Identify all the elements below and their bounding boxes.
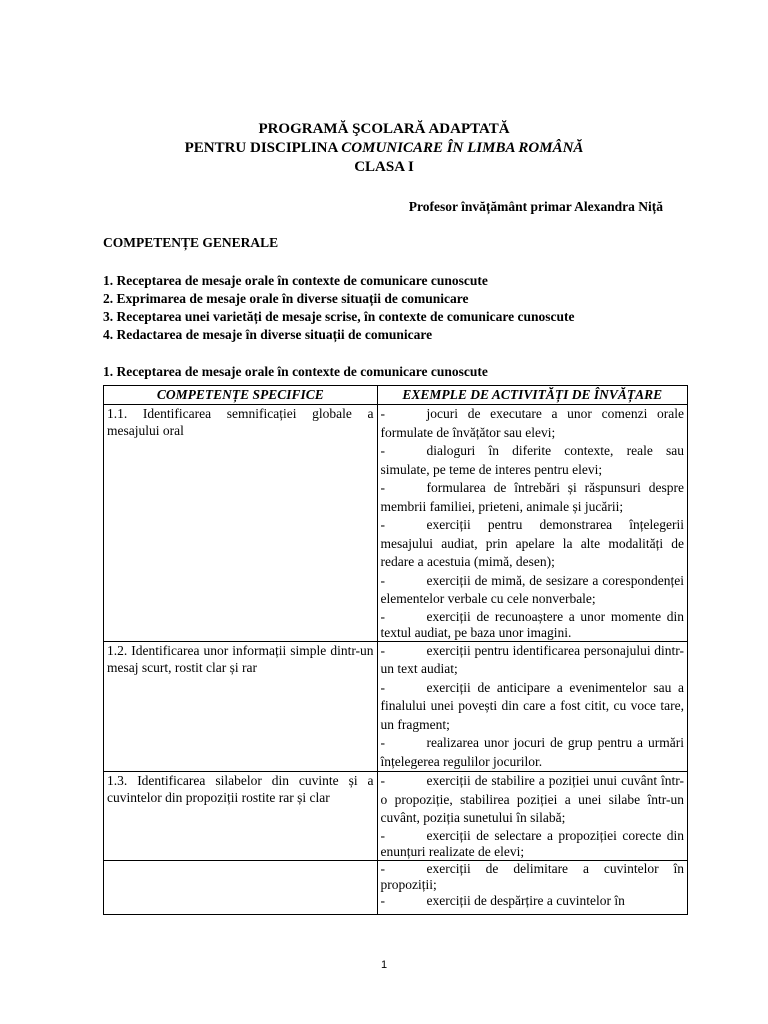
activity-text: formularea de întrebări și răspunsuri despre membrii familiei, prieteni, animale și jucării; xyxy=(380,480,684,514)
activity-text: exerciții pentru identificarea personajului dintr-un text audiat; xyxy=(380,642,684,676)
activity-item xyxy=(381,642,684,679)
activities-cell xyxy=(377,772,687,861)
competences-table xyxy=(103,385,688,915)
activities-cell xyxy=(377,641,687,772)
general-competences-list xyxy=(103,272,575,344)
activity-text: exerciții de recunoaștere a unor momente din textul audiat, pe baza unor imagini. xyxy=(380,608,684,640)
activity-text: exerciții pentru demonstrarea înțelegerii mesajului audiat, prin apelare la alte modalități de redare a acestuia (mimă, desen); xyxy=(380,517,684,569)
table-row xyxy=(104,641,688,772)
activity-item xyxy=(381,861,684,893)
page-number: 1 xyxy=(380,959,388,971)
activity-text: exerciții de selectare a propoziției corecte din enunțuri realizate de elevi; xyxy=(380,827,684,859)
activity-item xyxy=(381,516,684,572)
learning-activities-header: EXEMPLE DE ACTIVITĂȚI DE ÎNVĂȚARE xyxy=(377,386,687,405)
author-line: Profesor învățământ primar Alexandra Niță xyxy=(408,199,663,214)
title-line-1: PROGRAMĂ ŞCOLARĂ ADAPTATĂ xyxy=(258,121,510,137)
activity-text: exerciții de mimă, de sesizare a corespondenței elementelor verbale cu cele nonverbale; xyxy=(380,572,684,606)
title-line-2 xyxy=(0,139,768,158)
dash-marker: - xyxy=(380,892,386,908)
table-row xyxy=(104,772,688,861)
dash-marker: - xyxy=(380,860,386,876)
activity-item xyxy=(381,828,684,860)
activity-text: realizarea unor jocuri de grup pentru a urmări înțelegerea regulilor jocurilor. xyxy=(380,735,684,769)
dash-marker: - xyxy=(380,572,386,588)
dash-marker: - xyxy=(380,773,386,788)
specific-competence-cell: 1.2. Identificarea unor informații simple dintr-un mesaj scurt, rostit clar și rar xyxy=(104,641,378,772)
specific-competence-cell: 1.1. Identificarea semnificației globale a mesajului oral xyxy=(104,405,378,642)
dash-marker: - xyxy=(380,443,386,458)
dash-marker: - xyxy=(380,406,386,421)
activity-item xyxy=(381,609,684,641)
activity-text: exerciții de anticipare a evenimentelor sau a finalului unei povești din care a fost citit, cu voce tare, un fragment; xyxy=(380,679,684,732)
title-line-2-subject: COMUNICARE ÎN LIMBA ROMÂNĂ xyxy=(341,140,584,156)
section-heading: 1. Receptarea de mesaje orale în contexte de comunicare cunoscute xyxy=(103,364,488,379)
dash-marker: - xyxy=(380,480,386,495)
dash-marker: - xyxy=(380,679,386,695)
table-row xyxy=(104,405,688,642)
table-row xyxy=(104,860,688,914)
activity-item xyxy=(381,442,684,479)
activity-item xyxy=(381,479,684,516)
activity-item xyxy=(381,893,684,914)
general-competence-item: 3. Receptarea unei varietăți de mesaje scrise, în contexte de comunicare cunoscute xyxy=(103,309,575,324)
activity-item xyxy=(381,572,684,609)
dash-marker: - xyxy=(380,642,386,658)
activity-text: exerciții de stabilire a poziției unui cuvânt într-o propoziție, stabilirea poziției a unei silabe într-un cuvânt, poziția sunetului în silabă; xyxy=(380,773,684,825)
table-header-row xyxy=(104,386,688,405)
specific-competence-cell xyxy=(104,860,378,914)
activity-text: dialoguri în diferite contexte, reale sau simulate, pe teme de interes pentru elevi; xyxy=(380,443,684,477)
general-competence-item: 4. Redactarea de mesaje în diverse situații de comunicare xyxy=(103,327,433,342)
activity-text: jocuri de executare a unor comenzi orale formulate de învățător sau elevi; xyxy=(380,406,684,440)
activity-item xyxy=(381,734,684,771)
dash-marker: - xyxy=(380,735,386,750)
document-title xyxy=(0,120,768,177)
activity-item xyxy=(381,405,684,442)
title-line-2-prefix: PENTRU DISCIPLINA xyxy=(184,140,342,156)
dash-marker: - xyxy=(380,827,386,843)
activity-text: exerciții de delimitare a cuvintelor în propoziții; xyxy=(380,860,684,892)
dash-marker: - xyxy=(380,608,386,624)
general-competences-heading: COMPETENȚE GENERALE xyxy=(103,235,279,250)
activity-text: exerciții de despărțire a cuvintelor în xyxy=(426,892,625,908)
activity-item xyxy=(381,679,684,735)
title-line-3: CLASA I xyxy=(354,159,414,175)
specific-competences-header: COMPETENȚE SPECIFICE xyxy=(104,386,378,405)
activity-item xyxy=(381,772,684,828)
activities-cell xyxy=(377,860,687,914)
activities-cell xyxy=(377,405,687,642)
general-competence-item: 2. Exprimarea de mesaje orale în diverse situații de comunicare xyxy=(103,291,469,306)
dash-marker: - xyxy=(380,517,386,532)
general-competence-item: 1. Receptarea de mesaje orale în contexte de comunicare cunoscute xyxy=(103,273,488,288)
specific-competence-cell: 1.3. Identificarea silabelor din cuvinte și a cuvintelor din propoziții rostite rar și clar xyxy=(104,772,378,861)
